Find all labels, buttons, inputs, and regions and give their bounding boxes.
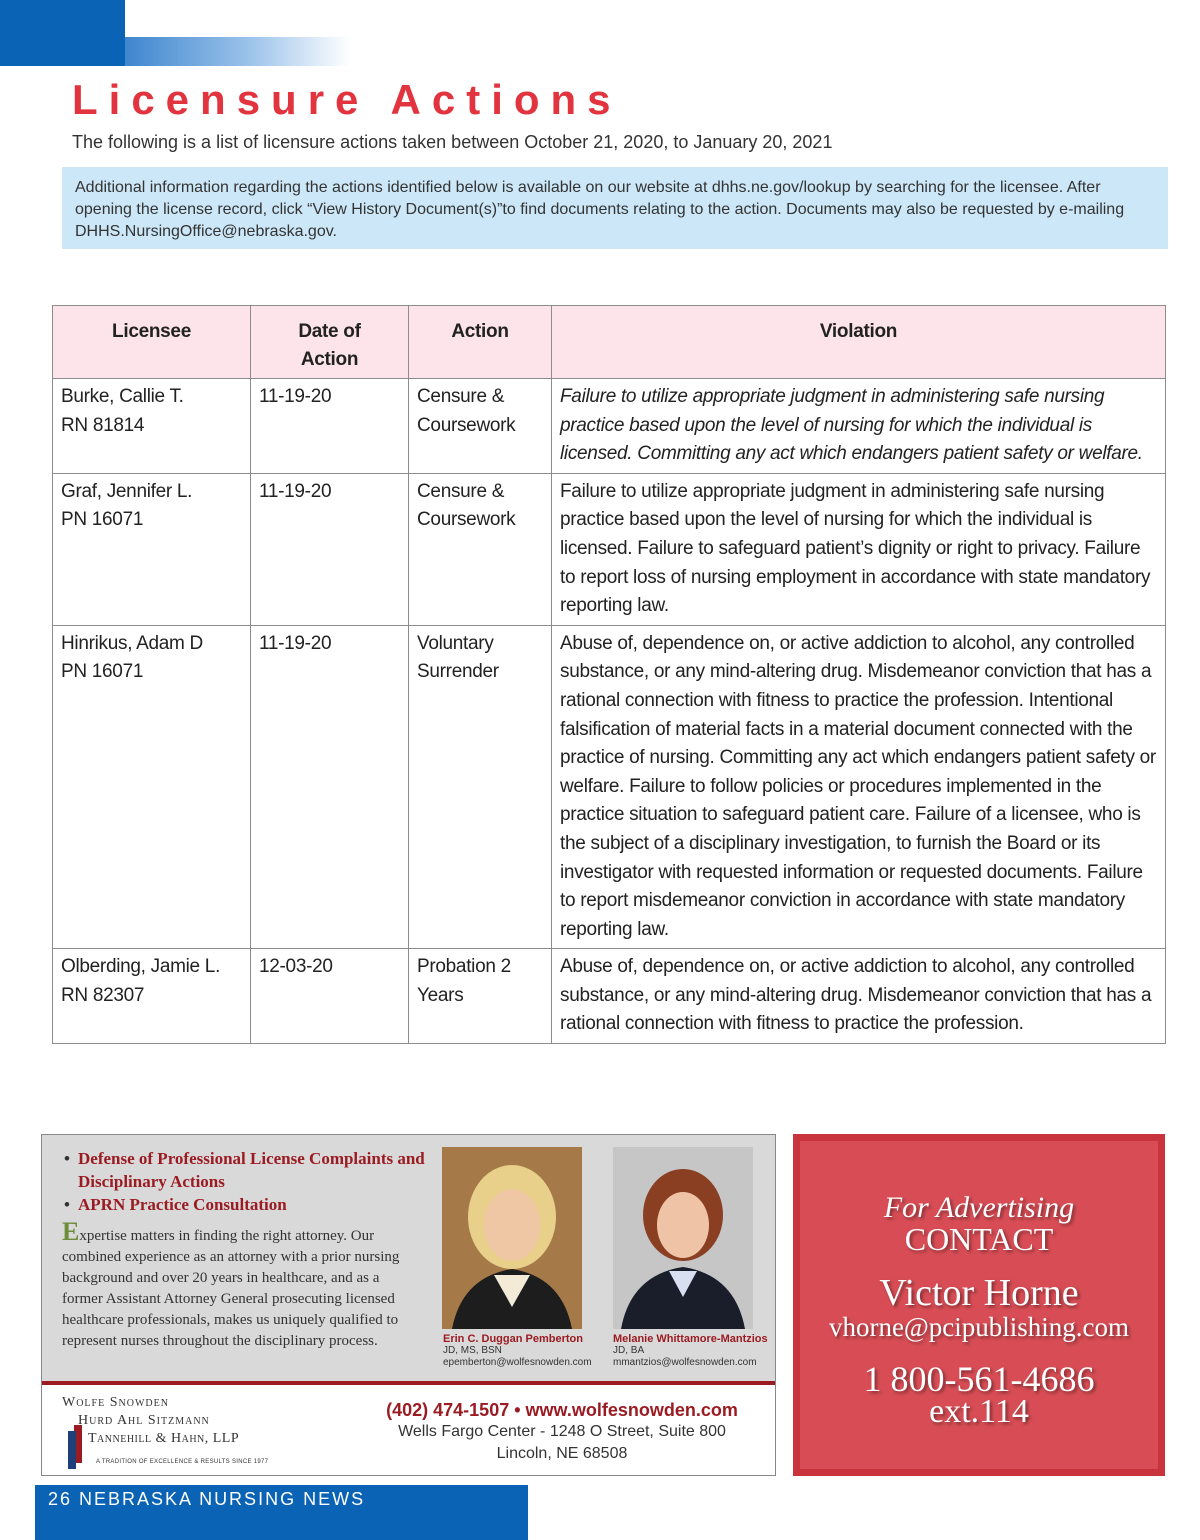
firm-logo <box>62 1395 272 1471</box>
attorney-caption <box>613 1333 783 1369</box>
license-number: PN 16071 <box>61 509 144 531</box>
blurb-text: xpertise matters in finding the right attorney. Our combined experience as an attorney with a prior nursing background and over 20 years in healthcare, and as a former Assistant Attorney General prosecuting licensed healthcare professionals, makes us uniquely qualified to represent nurses throughout the disciplinary process. <box>62 1228 400 1349</box>
header-violation: Violation <box>552 306 1166 379</box>
table-row <box>53 379 1166 474</box>
header-action: Action <box>409 306 552 379</box>
firm-phone-website[interactable]: (402) 474-1507 • www.wolfesnowden.com <box>386 1400 738 1420</box>
cell-violation: Failure to utilize appropriate judgment in administering safe nursing practice based upon the level of nursing for which the individual is licensed. Committing any act which endangers patient safety or welfare. <box>552 379 1166 474</box>
licensure-actions-table <box>52 305 1166 1044</box>
table-header-row <box>53 306 1166 379</box>
action-line-1: Censure & <box>417 386 505 407</box>
logo-bar-blue <box>68 1431 76 1469</box>
attorney-photo <box>613 1147 753 1329</box>
header-bar-cutout <box>125 0 350 37</box>
cell-date: 11-19-20 <box>251 473 409 625</box>
cell-violation: Abuse of, dependence on, or active addiction to alcohol, any controlled substance, or any mind-altering drug. Misdemeanor conviction that has a rational connection with fitness to practice the profession. <box>552 949 1166 1044</box>
action-line-2: Years <box>417 984 464 1006</box>
page-footer <box>35 1485 528 1540</box>
action-line-1: Voluntary <box>417 632 494 654</box>
action-line-1: Probation 2 <box>417 956 511 978</box>
ad-subheading: CONTACT <box>904 1221 1054 1257</box>
attorney-credentials: JD, BA <box>613 1345 645 1356</box>
attorney-caption <box>443 1333 613 1369</box>
firm-contact <box>342 1399 782 1465</box>
page-footer-label: 26 NEBRASKA NURSING NEWS <box>48 1489 366 1509</box>
advertising-contact-ad <box>793 1134 1165 1476</box>
licensee-name: Graf, Jennifer L. <box>61 480 193 502</box>
info-box <box>62 167 1168 249</box>
action-line-2: Surrender <box>417 661 499 683</box>
cell-violation: Failure to utilize appropriate judgment in administering safe nursing practice based upon the level of nursing for which the individual is licensed. Failure to safeguard patient’s dignity or right to privacy. Failure to report loss of nursing employment in accordance with state mandatory reporting law. <box>552 473 1166 625</box>
firm-address-line: Wells Fargo Center - 1248 O Street, Suite 800 <box>398 1423 726 1440</box>
header-date-of-action <box>251 306 409 379</box>
cell-date: 12-03-20 <box>251 949 409 1044</box>
cell-action <box>409 473 552 625</box>
license-number: RN 82307 <box>61 984 145 1006</box>
header-licensee: Licensee <box>53 306 251 379</box>
cell-licensee <box>53 625 251 949</box>
firm-blurb <box>62 1217 422 1352</box>
action-line-2: Coursework <box>417 414 516 436</box>
cell-action <box>409 625 552 949</box>
license-number: RN 81814 <box>61 414 145 436</box>
advertising-contact-inner <box>800 1141 1158 1469</box>
service-item: • Defense of Professional License Complaints and Disciplinary Actions <box>64 1147 444 1193</box>
logo-tagline: A TRADITION OF EXCELLENCE & RESULTS SINCE 1977 <box>96 1459 269 1465</box>
cell-date: 11-19-20 <box>251 625 409 949</box>
table-row <box>53 625 1166 949</box>
firm-address-line: Lincoln, NE 68508 <box>496 1445 628 1462</box>
service-list <box>64 1147 444 1216</box>
logo-line: Wolfe Snowden <box>62 1395 169 1410</box>
logo-line: Tannehill & Hahn, LLP <box>88 1431 240 1446</box>
licensee-name: Hinrikus, Adam D <box>61 632 203 654</box>
attorney-portrait-icon <box>613 1147 753 1329</box>
info-text: Additional information regarding the actions identified below is available on our website at dhhs.ne.gov/lookup by searching for the licensee. After opening the license record, click “View History Document(s)”to find documents relating to the action. Documents may also be requested by e-mailing DHHS.NursingOffice@nebraska.gov. <box>75 179 1125 240</box>
law-firm-advertisement <box>41 1134 776 1476</box>
cell-licensee <box>53 473 251 625</box>
license-number: PN 16071 <box>61 661 144 683</box>
service-item: • APRN Practice Consultation <box>64 1193 444 1216</box>
contact-extension: ext.114 <box>929 1393 1029 1430</box>
table-row <box>53 949 1166 1044</box>
attorney-name: Melanie Whittamore-Mantzios <box>613 1333 768 1345</box>
law-ad-footer <box>42 1385 775 1475</box>
action-line-2: Coursework <box>417 509 516 531</box>
header-date-of-action-text: Date of Action <box>298 321 361 370</box>
attorney-email[interactable]: mmantzios@wolfesnowden.com <box>613 1357 757 1368</box>
attorney-credentials: JD, MS, BSN <box>443 1345 502 1356</box>
attorney-portrait-icon <box>442 1147 582 1329</box>
attorney-photo <box>442 1147 582 1329</box>
licensee-name: Olberding, Jamie L. <box>61 956 221 978</box>
cell-date: 11-19-20 <box>251 379 409 474</box>
cell-violation: Abuse of, dependence on, or active addiction to alcohol, any controlled substance, or any mind-altering drug. Misdemeanor conviction that has a rational connection with fitness to practice the profession. Intentional falsification of material facts in a material document connected with the practice of nursing. Committing any act which endangers patient safety or welfare. Failure to follow policies or procedures implemented in the practice situation to safeguard patient care. Failure of a licensee, who is the subject of a disciplinary investigation, to furnish the Board or its investigator with requested information or requested documents. Failure to report misdemeanor conviction in accordance with state mandatory reporting law. <box>552 625 1166 949</box>
cell-action <box>409 379 552 474</box>
licensee-name: Burke, Callie T. <box>61 386 184 407</box>
contact-email[interactable]: vhorne@pcipublishing.com <box>828 1312 1130 1342</box>
logo-line: Hurd Ahl Sitzmann <box>78 1413 210 1428</box>
cell-licensee <box>53 379 251 474</box>
page-subtitle: The following is a list of licensure actions taken between October 21, 2020, to January 20, 2021 <box>72 132 833 152</box>
contact-phone[interactable]: 1 800-561-4686 <box>863 1359 1095 1399</box>
cell-licensee <box>53 949 251 1044</box>
page-title: Licensure Actions <box>72 76 622 123</box>
attorney-email[interactable]: epemberton@wolfesnowden.com <box>443 1357 592 1368</box>
cell-action <box>409 949 552 1044</box>
action-line-1: Censure & <box>417 480 505 502</box>
contact-name: Victor Horne <box>879 1272 1079 1314</box>
drop-cap: E <box>62 1217 80 1246</box>
table-row <box>53 473 1166 625</box>
attorney-name: Erin C. Duggan Pemberton <box>443 1333 583 1345</box>
ad-heading: For Advertising <box>883 1191 1075 1224</box>
